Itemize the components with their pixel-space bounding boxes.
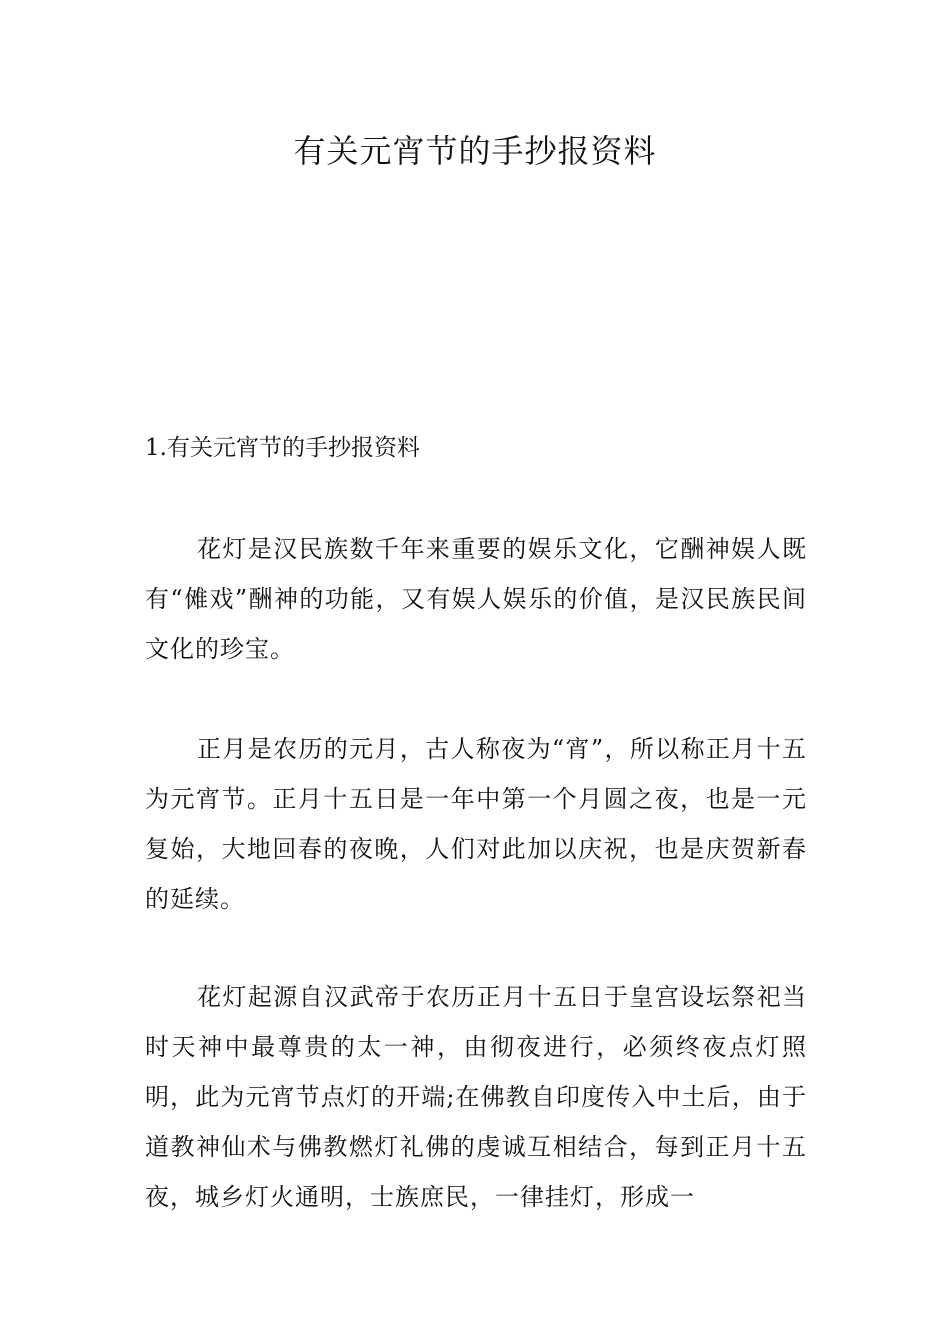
paragraph-lantern-history: 花灯起源自汉武帝于农历正月十五日于皇宫设坛祭祀当时天神中最尊贵的太一神，由彻夜进行，必须终夜点灯照明，此为元宵节点灯的开端;在佛教自印度传入中土后，由于道教神仙术与佛教燃灯礼佛的虔诚互相结合，每到正月十五夜，城乡灯火通明，士族庶民，一律挂灯，形成一 [145, 983, 807, 1211]
paragraph-lanterns-culture: 花灯是汉民族数千年来重要的娱乐文化，它酬神娱人既有“傩戏”酬神的功能，又有娱人娱乐的价值，是汉民族民间文化的珍宝。 [145, 535, 807, 663]
section-heading: 1.有关元宵节的手抄报资料 [145, 435, 420, 461]
paragraph-festival-origin: 正月是农历的元月，古人称夜为“宵”，所以称正月十五为元宵节。正月十五日是一年中第一个月圆之夜，也是一元复始，大地回春的夜晚，人们对此加以庆祝，也是庆贺新春的延续。 [145, 735, 807, 913]
document-title: 有关元宵节的手抄报资料 [293, 132, 657, 170]
